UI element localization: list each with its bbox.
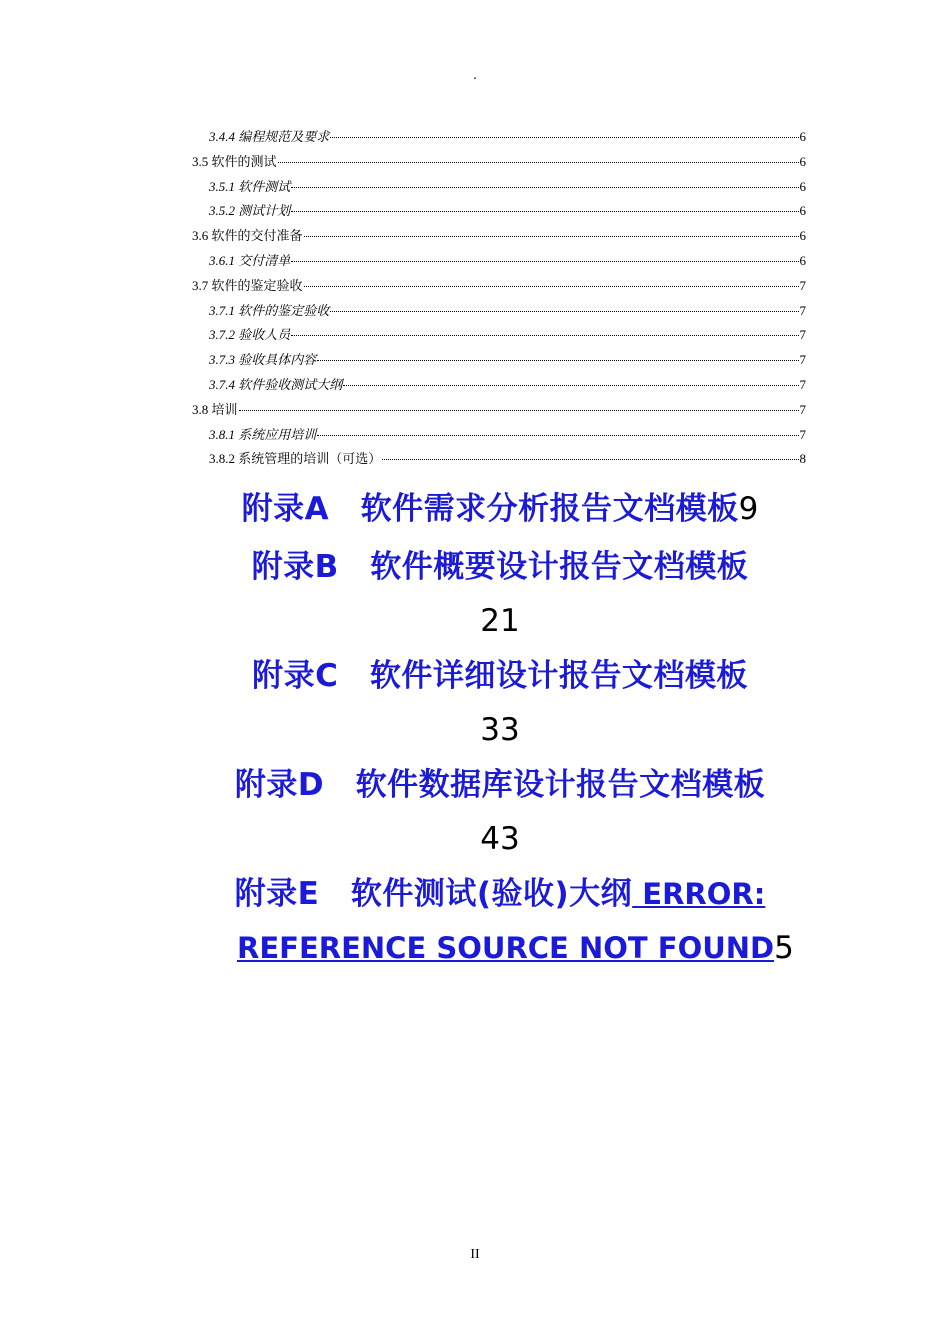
toc-entry-label: 3.5 软件的测试: [192, 153, 277, 169]
toc-entry-label: 3.6.1 交付清单: [209, 252, 291, 268]
appendix-e-title[interactable]: 附录E 软件测试(验收)大纲: [234, 876, 633, 912]
toc-entry-page: 6: [799, 153, 806, 169]
toc-leader-dots: [291, 335, 798, 336]
toc-entry-label: 3.5.1 软件测试: [209, 178, 291, 194]
appendix-c-page: 33: [480, 712, 520, 748]
toc-entry[interactable]: [192, 249, 806, 274]
toc-leader-dots: [304, 286, 799, 287]
appendix-e-error-line1[interactable]: ERROR:: [632, 877, 766, 911]
appendix-e-error-line2[interactable]: REFERENCE SOURCE NOT FOUND: [237, 931, 775, 965]
appendix-d-page: 43: [480, 821, 520, 857]
toc-entry-label: 3.8.2 系统管理的培训（可选）: [209, 451, 382, 467]
toc-entry-page: 7: [799, 302, 806, 318]
appendix-b-entry[interactable]: [150, 540, 850, 648]
toc-entry-page: 7: [799, 426, 806, 442]
toc-entry[interactable]: [192, 224, 806, 249]
appendix-d-entry[interactable]: [150, 758, 850, 866]
toc-leader-dots: [317, 360, 798, 361]
toc-entry[interactable]: [192, 175, 806, 200]
toc-entry-page: 6: [799, 129, 806, 144]
toc-entry[interactable]: [192, 274, 806, 299]
appendix-a-title[interactable]: 附录A 软件需求分析报告文档模板: [241, 491, 739, 527]
toc-entry[interactable]: [192, 125, 806, 150]
table-of-contents: [192, 125, 806, 472]
toc-leader-dots: [330, 137, 798, 138]
toc-leader-dots: [304, 236, 799, 237]
toc-entry-page: 7: [799, 376, 806, 392]
toc-entry-label: 3.8.1 系统应用培训: [209, 426, 317, 442]
toc-entry-label: 3.7.4 软件验收测试大纲: [209, 376, 343, 392]
toc-entry-label: 3.8 培训: [192, 401, 238, 417]
appendix-e-entry[interactable]: [150, 867, 850, 975]
toc-entry-page: 7: [799, 327, 806, 343]
toc-entry-page: 6: [799, 228, 806, 244]
toc-entry-label: 3.4.4 编程规范及要求: [209, 129, 330, 144]
toc-entry[interactable]: [192, 199, 806, 224]
toc-entry-page: 6: [799, 203, 806, 219]
toc-entry[interactable]: [192, 299, 806, 324]
toc-leader-dots: [343, 385, 798, 386]
toc-entry-label: 3.7.3 验收具体内容: [209, 352, 317, 368]
toc-entry-page: 7: [799, 352, 806, 368]
toc-entry-label: 3.7.2 验收人员: [209, 327, 291, 343]
toc-entry[interactable]: [192, 348, 806, 373]
toc-entry[interactable]: [192, 323, 806, 348]
toc-leader-dots: [330, 311, 798, 312]
appendix-b-page: 21: [480, 603, 520, 639]
toc-entry[interactable]: [192, 373, 806, 398]
header-mark: .: [473, 68, 477, 83]
toc-entry[interactable]: [192, 150, 806, 175]
toc-entry-page: 6: [799, 178, 806, 194]
toc-leader-dots: [291, 187, 798, 188]
appendix-b-title[interactable]: 附录B 软件概要设计报告文档模板: [251, 549, 749, 585]
toc-entry-label: 3.5.2 测试计划: [209, 203, 291, 219]
toc-entry-page: 7: [799, 277, 806, 293]
toc-leader-dots: [239, 410, 799, 411]
toc-entry-label: 3.6 软件的交付准备: [192, 228, 303, 244]
toc-entry-label: 3.7 软件的鉴定验收: [192, 277, 303, 293]
toc-leader-dots: [278, 162, 799, 163]
toc-entry-page: 6: [799, 252, 806, 268]
toc-entry[interactable]: [192, 398, 806, 423]
appendix-a-page: 9: [738, 491, 759, 527]
appendix-c-entry[interactable]: [150, 649, 850, 757]
appendix-a-entry[interactable]: [150, 482, 850, 536]
toc-leader-dots: [382, 459, 798, 460]
toc-entry[interactable]: [192, 423, 806, 448]
toc-leader-dots: [317, 435, 798, 436]
appendix-d-title[interactable]: 附录D 软件数据库设计报告文档模板: [234, 767, 766, 803]
toc-leader-dots: [291, 211, 798, 212]
toc-entry-page: 8: [799, 451, 806, 467]
appendix-e-page: 5: [774, 930, 794, 966]
toc-entry-label: 3.7.1 软件的鉴定验收: [209, 302, 330, 318]
page-number: II: [470, 1247, 480, 1262]
toc-entry[interactable]: [192, 447, 806, 472]
toc-entry-page: 7: [799, 401, 806, 417]
appendix-c-title[interactable]: 附录C 软件详细设计报告文档模板: [252, 658, 748, 694]
toc-leader-dots: [291, 261, 798, 262]
